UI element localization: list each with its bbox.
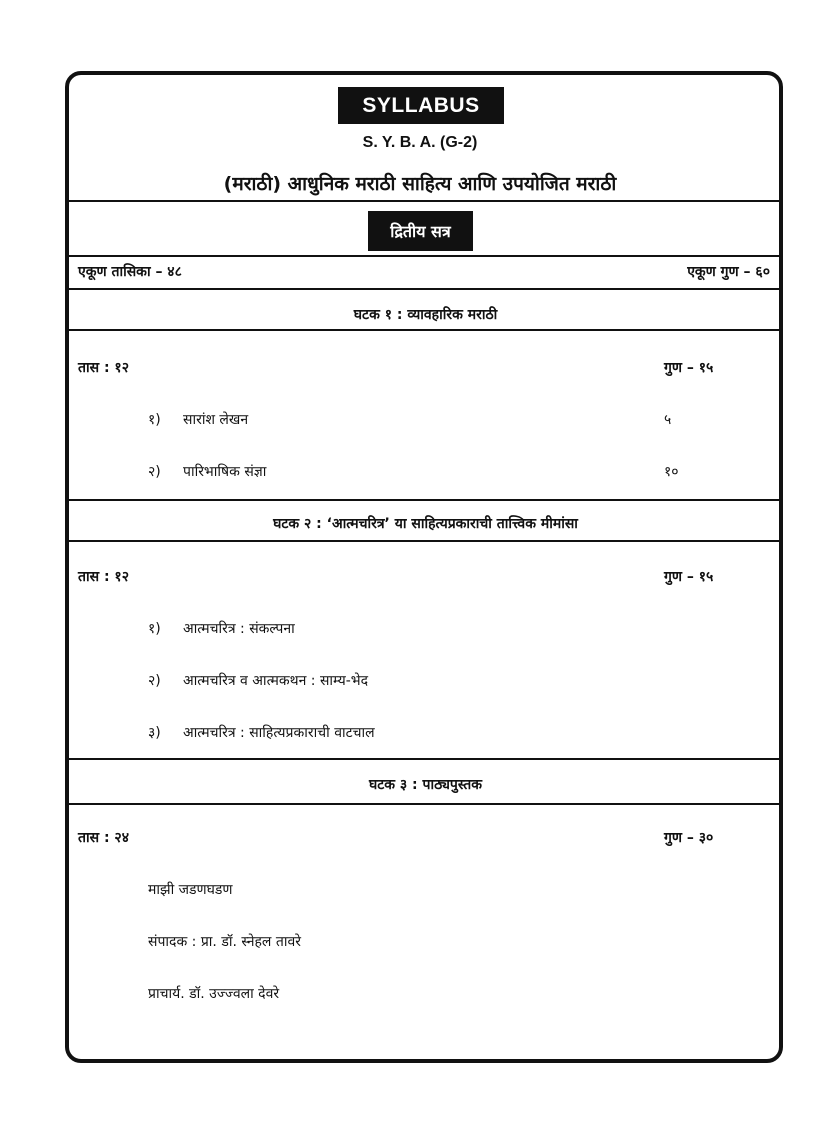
unit-2-hours: तास : १२ (78, 569, 129, 585)
divider (69, 329, 782, 331)
list-item-number: ३) (148, 725, 161, 741)
textbook-editor: संपादक : प्रा. डॉ. स्नेहल तावरे (148, 934, 301, 950)
list-item-number: १) (148, 621, 161, 637)
divider (69, 803, 782, 805)
total-marks: एकूण गुण – ६० (687, 264, 770, 280)
total-lectures: एकूण तासिका – ४८ (78, 264, 182, 280)
unit-3-marks: गुण – ३० (664, 830, 714, 846)
divider (69, 255, 782, 257)
divider (69, 499, 782, 501)
textbook-title: माझी जडणघडण (148, 882, 233, 898)
course-code: S. Y. B. A. (G-2) (362, 134, 478, 151)
textbook-coeditor: प्राचार्य. डॉ. उज्ज्वला देवरे (148, 986, 280, 1002)
divider (69, 540, 782, 542)
list-item: आत्मचरित्र : संकल्पना (183, 621, 295, 637)
list-item: पारिभाषिक संज्ञा (183, 464, 267, 480)
list-item: सारांश लेखन (183, 412, 249, 428)
syllabus-badge: SYLLABUS (338, 87, 504, 124)
list-item-number: २) (148, 673, 161, 689)
list-item: आत्मचरित्र : साहित्यप्रकाराची वाटचाल (183, 725, 375, 741)
list-item-number: २) (148, 464, 161, 480)
subject-title: (मराठी) आधुनिक मराठी साहित्य आणि उपयोजित मराठी (223, 173, 617, 195)
list-item-marks: १० (664, 464, 679, 480)
list-item-number: १) (148, 412, 161, 428)
divider (69, 288, 782, 290)
unit-2-title: घटक २ : ‘आत्मचरित्र’ या साहित्यप्रकाराची तात्त्विक मीमांसा (273, 516, 578, 532)
unit-1-marks: गुण – १५ (664, 360, 714, 376)
divider (69, 758, 782, 760)
divider (69, 200, 782, 202)
unit-1-title: घटक १ : व्यावहारिक मराठी (353, 307, 498, 323)
unit-3-hours: तास : २४ (78, 830, 129, 846)
unit-2-marks: गुण – १५ (664, 569, 714, 585)
semester-badge: द्रितीय सत्र (368, 211, 473, 251)
list-item: आत्मचरित्र व आत्मकथन : साम्य-भेद (183, 673, 369, 689)
unit-3-title: घटक ३ : पाठ्यपुस्तक (368, 777, 483, 793)
list-item-marks: ५ (664, 412, 672, 428)
unit-1-hours: तास : १२ (78, 360, 129, 376)
